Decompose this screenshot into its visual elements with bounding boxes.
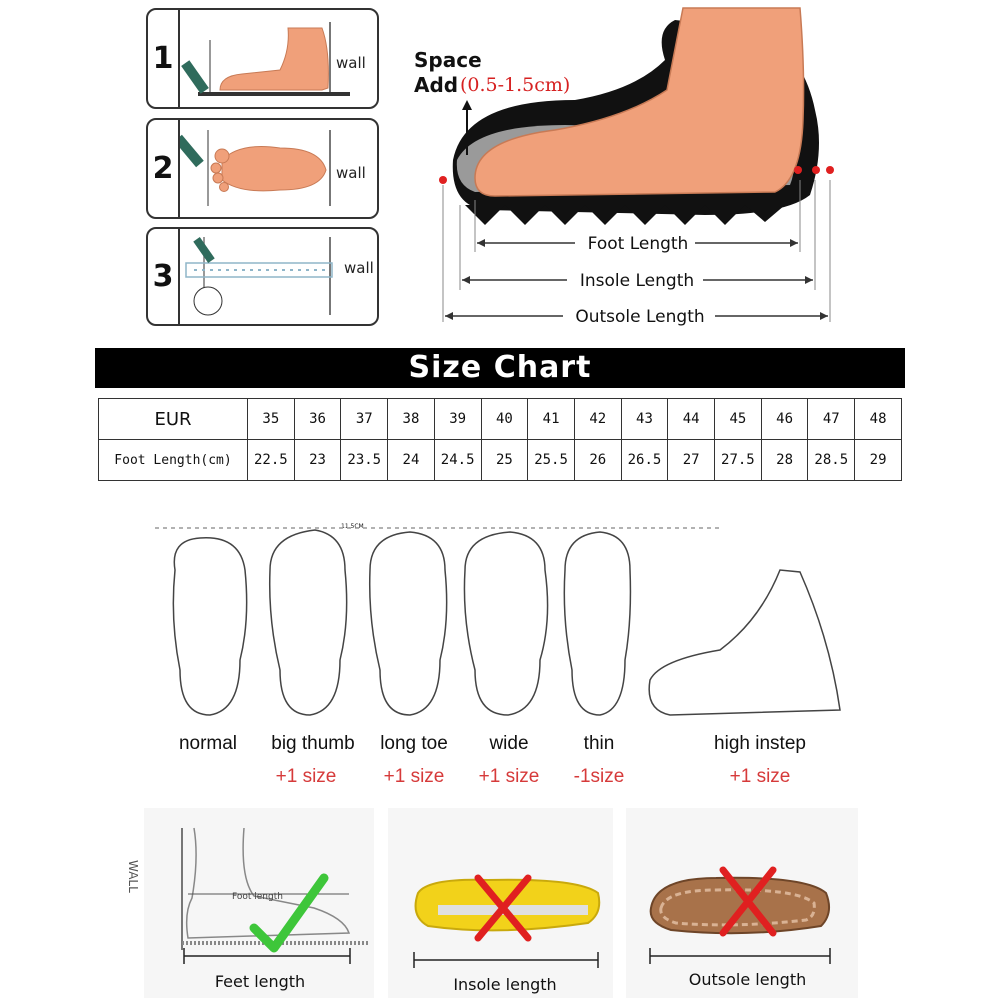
foot-type-high-instep: high instep (714, 733, 806, 754)
step-number: 2 (148, 120, 180, 217)
size-chart-table (98, 398, 902, 481)
foot-cm-cell: 26 (574, 440, 621, 481)
foot-length-row (99, 440, 902, 481)
eur-cell: 36 (294, 399, 341, 440)
foot-cm-cell: 29 (855, 440, 902, 481)
step-panel-1 (146, 8, 379, 109)
big-thumb-foot-outline (270, 530, 347, 715)
eur-cell: 35 (248, 399, 295, 440)
foot-cm-cell: 24.5 (434, 440, 481, 481)
outsole-length-caption: Outsole length (688, 970, 807, 989)
size-chart-title: Size Chart (95, 348, 905, 388)
insole-illustration (388, 808, 613, 998)
foot-cm-cell: 26.5 (621, 440, 668, 481)
adjust-long-toe: +1 size (383, 766, 445, 787)
foot-cm-cell: 24 (388, 440, 435, 481)
foot-cm-cell: 28.5 (808, 440, 855, 481)
step-panel-2 (146, 118, 379, 219)
long-toe-foot-outline (370, 532, 447, 715)
wall-label: wall (344, 259, 374, 277)
foot-length-small-label: Foot length (232, 892, 283, 902)
space-label: Space (414, 48, 482, 72)
foot-type-thin: thin (583, 733, 615, 754)
step-number: 3 (148, 229, 180, 324)
outsole-length-label: Outsole Length (575, 307, 705, 327)
foot-cm-cell: 27 (668, 440, 715, 481)
foot-type-wide: wide (489, 733, 529, 754)
high-instep-foot-outline (649, 570, 840, 715)
adjust-high-instep: +1 size (729, 766, 791, 787)
normal-foot-outline (173, 538, 246, 715)
foot-type-long-toe: long toe (380, 733, 448, 754)
wide-foot-outline (464, 532, 547, 715)
foot-cm-cell: 23.5 (341, 440, 388, 481)
eur-row (99, 399, 902, 440)
eur-cell: 45 (715, 399, 762, 440)
eur-header: EUR (99, 399, 248, 440)
eur-cell: 42 (574, 399, 621, 440)
foot-length-label: Foot Length (587, 234, 689, 254)
step-number: 1 (148, 10, 180, 107)
adjust-thin: -1size (573, 766, 625, 787)
space-range-label: (0.5-1.5cm) (460, 74, 571, 96)
ruler-length-label: 11.5CM (341, 523, 364, 530)
thin-foot-outline (564, 532, 630, 715)
insole-length-caption: Insole length (453, 975, 557, 994)
adjust-big-thumb: +1 size (275, 766, 337, 787)
foot-cm-cell: 22.5 (248, 440, 295, 481)
feet-length-caption: Feet length (214, 972, 306, 991)
eur-cell: 40 (481, 399, 528, 440)
wall-label: wall (336, 164, 366, 182)
add-label: Add (414, 73, 459, 97)
wall-vertical-label: WALL (126, 860, 140, 893)
foot-cm-cell: 25.5 (528, 440, 575, 481)
eur-cell: 47 (808, 399, 855, 440)
eur-cell: 41 (528, 399, 575, 440)
eur-cell: 44 (668, 399, 715, 440)
foot-type-normal: normal (178, 733, 238, 754)
foot-cm-cell: 27.5 (715, 440, 762, 481)
insole-length-label: Insole Length (579, 271, 695, 291)
foot-cm-cell: 25 (481, 440, 528, 481)
eur-cell: 46 (761, 399, 808, 440)
eur-cell: 43 (621, 399, 668, 440)
eur-cell: 48 (855, 399, 902, 440)
foot-type-big-thumb: big thumb (271, 733, 355, 754)
eur-cell: 39 (434, 399, 481, 440)
adjust-wide: +1 size (478, 766, 540, 787)
eur-cell: 38 (388, 399, 435, 440)
feet-length-illustration (144, 808, 374, 998)
foot-cm-cell: 28 (761, 440, 808, 481)
eur-cell: 37 (341, 399, 388, 440)
wall-label: wall (336, 54, 366, 72)
foot-cm-cell: 23 (294, 440, 341, 481)
foot-types-illustration (140, 510, 860, 735)
foot-length-header: Foot Length(cm) (99, 440, 248, 481)
